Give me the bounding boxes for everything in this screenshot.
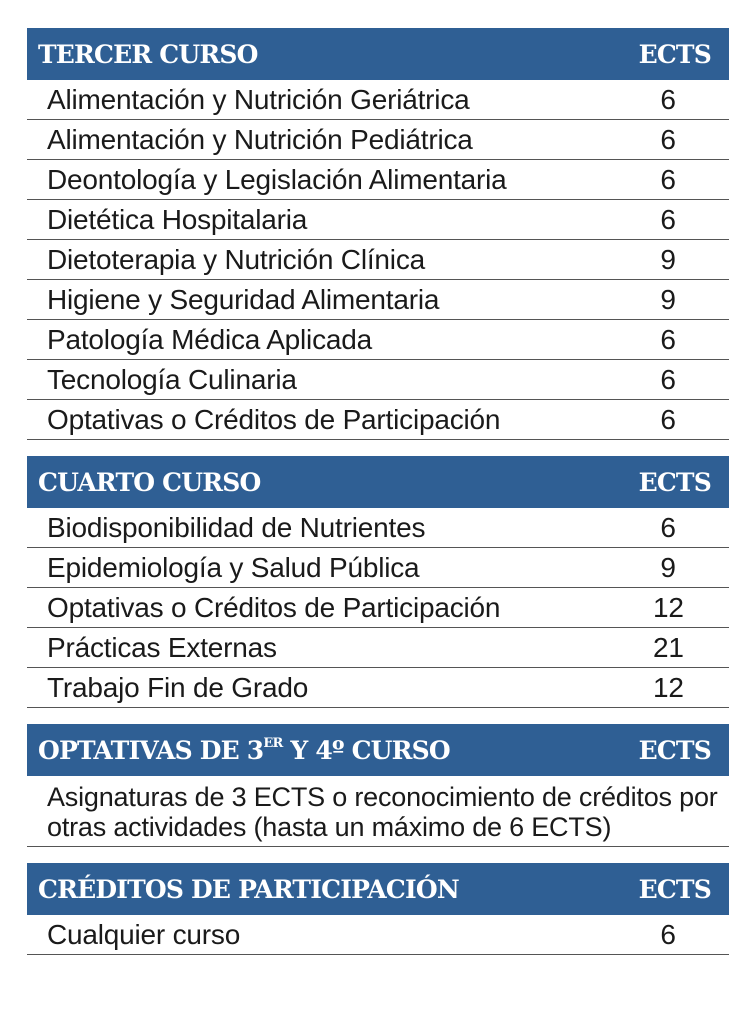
table-row [27, 240, 729, 280]
subject-name: Patología Médica Aplicada [47, 323, 372, 355]
section-optativas [27, 724, 729, 847]
ects-value: 6 [660, 203, 676, 235]
subject-name: Tecnología Culinaria [47, 363, 297, 395]
ects-value: 6 [660, 511, 676, 543]
ects-value: 6 [660, 123, 676, 155]
section-header [27, 863, 729, 915]
ects-value: 6 [660, 83, 676, 115]
ects-value: 12 [653, 591, 684, 623]
subject-name: Optativas o Créditos de Participación [47, 403, 501, 435]
section-title-part: OPTATIVAS DE 3 [38, 735, 264, 765]
subject-name: Alimentación y Nutrición Geriátrica [47, 83, 470, 115]
ects-column-header: ECTS [638, 735, 711, 765]
table-row [27, 548, 729, 588]
table-row [27, 120, 729, 160]
ects-value: 6 [660, 163, 676, 195]
table-row [27, 628, 729, 668]
ects-value: 9 [660, 283, 676, 315]
table-row [27, 668, 729, 708]
section-header [27, 456, 729, 508]
subject-name: Higiene y Seguridad Alimentaria [47, 283, 440, 315]
ects-value: 6 [660, 403, 676, 435]
section-tercer-curso [27, 28, 729, 440]
ects-value: 6 [660, 323, 676, 355]
ects-value: 6 [660, 363, 676, 395]
ects-value: 9 [660, 551, 676, 583]
ects-column-header: ECTS [638, 874, 711, 904]
table-row [27, 508, 729, 548]
table-row [27, 320, 729, 360]
subject-name: Deontología y Legislación Alimentaria [47, 163, 507, 195]
ects-column-header: ECTS [638, 39, 711, 69]
table-row [27, 915, 729, 955]
section-cuarto-curso [27, 456, 729, 708]
section-title: CRÉDITOS DE PARTICIPACIÓN [38, 874, 459, 904]
subject-name: Biodisponibilidad de Nutrientes [47, 511, 426, 543]
table-row [27, 360, 729, 400]
section-title: CUARTO CURSO [38, 467, 261, 497]
section-title [38, 736, 450, 765]
ects-value: 9 [660, 243, 676, 275]
curriculum-tables [27, 28, 729, 971]
section-header [27, 28, 729, 80]
ects-value: 21 [653, 631, 684, 663]
ects-column-header: ECTS [638, 467, 711, 497]
section-title: TERCER CURSO [38, 39, 258, 69]
table-row [27, 160, 729, 200]
subject-name: Cualquier curso [47, 918, 241, 950]
section-title-part: Y 4º CURSO [282, 735, 450, 765]
subject-name: Optativas o Créditos de Participación [47, 591, 501, 623]
subject-name: Epidemiología y Salud Pública [47, 551, 420, 583]
subject-name: Trabajo Fin de Grado [47, 671, 309, 703]
table-row [27, 200, 729, 240]
section-header [27, 724, 729, 776]
subject-name: Prácticas Externas [47, 631, 277, 663]
subject-name: Dietética Hospitalaria [47, 203, 308, 235]
table-row [27, 400, 729, 440]
optativas-description: Asignaturas de 3 ECTS o reconocimiento de créditos por otras actividades (hasta un máximo de 6 ECTS) [27, 776, 729, 847]
ects-value: 6 [660, 918, 676, 950]
ects-value: 12 [653, 671, 684, 703]
table-row [27, 588, 729, 628]
section-creditos-participacion [27, 863, 729, 955]
subject-name: Alimentación y Nutrición Pediátrica [47, 123, 473, 155]
table-row [27, 80, 729, 120]
table-row [27, 280, 729, 320]
subject-name: Dietoterapia y Nutrición Clínica [47, 243, 425, 275]
section-title-superscript: ER [263, 736, 283, 752]
